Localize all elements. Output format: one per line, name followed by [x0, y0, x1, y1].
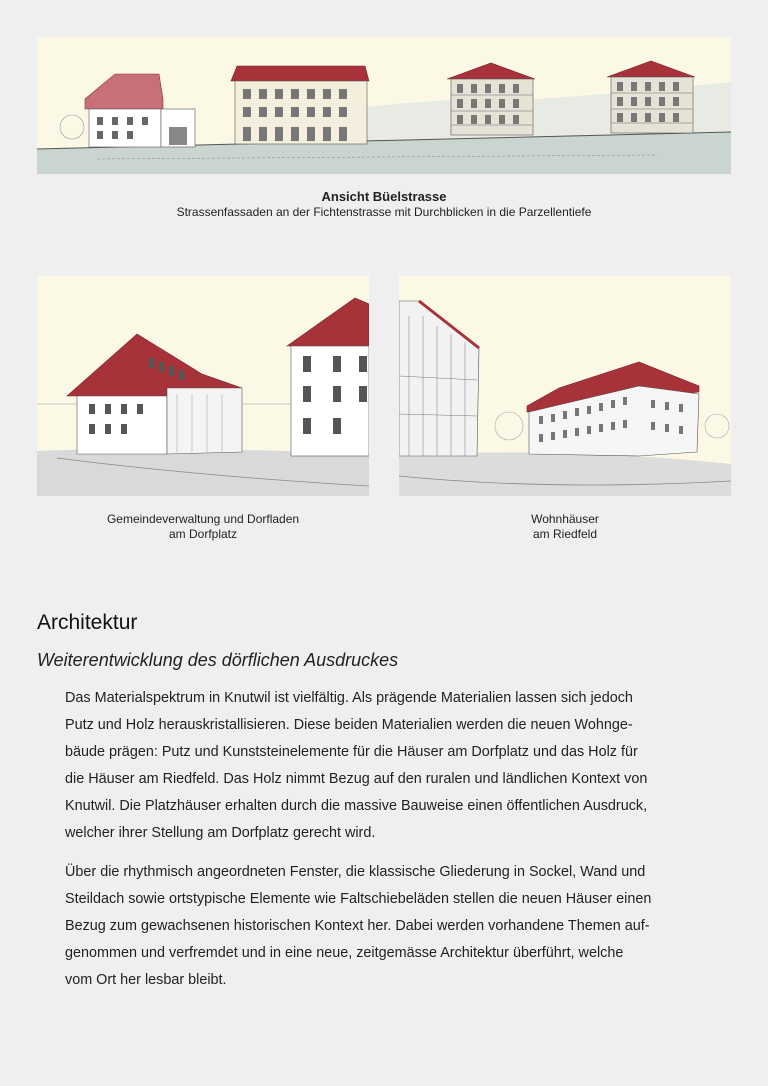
paragraph-line: Bezug zum gewachsenen historischen Kontext her. Dabei werden vorhandene Themen auf- [65, 918, 650, 934]
perspective-dorfplatz [37, 276, 369, 496]
elevation-caption [37, 188, 731, 220]
paragraph-line: bäude prägen: Putz und Kunststeinelemente für die Häuser am Dorfplatz und das Holz für [65, 744, 638, 760]
caption-dorfplatz-line-2: am Dorfplatz [168, 527, 238, 541]
elevation-drawing [37, 37, 731, 174]
section-heading: Architektur [37, 611, 138, 634]
paragraph-line: vom Ort her lesbar bleibt. [65, 972, 227, 988]
caption-riedfeld [399, 512, 731, 542]
paragraph-2 [65, 859, 731, 994]
perspective-riedfeld [399, 276, 731, 496]
paragraph-line: Über die rhythmisch angeordneten Fenster, die klassische Gliederung in Sockel, Wand und [65, 864, 646, 880]
elevation-subtitle: Strassenfassaden an der Fichtenstrasse mit Durchblicken in die Parzellentiefe [176, 205, 592, 219]
caption-riedfeld-line-2: am Riedfeld [532, 527, 598, 541]
caption-dorfplatz [37, 512, 369, 542]
caption-dorfplatz-line-1: Gemeindeverwaltung und Dorfladen [106, 512, 300, 526]
paragraph-line: Steildach sowie ortstypische Elemente wie Faltschiebeläden stellen die neuen Häuser einen [65, 891, 652, 907]
caption-riedfeld-line-1: Wohnhäuser [531, 512, 599, 526]
paragraph-line: Knutwil. Die Platzhäuser erhalten durch die massive Bauweise einen öffentlichen Ausdruck, [65, 798, 648, 814]
section-subheading: Weiterentwicklung des dörflichen Ausdruckes [37, 650, 399, 670]
paragraph-line: die Häuser am Riedfeld. Das Holz nimmt Bezug auf den ruralen und ländlichen Kontext von [65, 771, 648, 787]
paragraph-line: Das Materialspektrum in Knutwil ist vielfältig. Als prägende Materialien lassen sich jedoch [65, 690, 633, 706]
paragraph-line: Putz und Holz herauskristallisieren. Diese beiden Materialien werden die neuen Wohnge- [65, 717, 633, 733]
paragraph-line: genommen und verfremdet und in eine neue, zeitgemässe Architektur überführt, welche [65, 945, 624, 961]
elevation-title: Ansicht Büelstrasse [321, 189, 447, 204]
paragraph-line: welcher ihrer Stellung am Dorfplatz gerecht wird. [65, 825, 376, 841]
paragraph-1 [65, 685, 731, 847]
